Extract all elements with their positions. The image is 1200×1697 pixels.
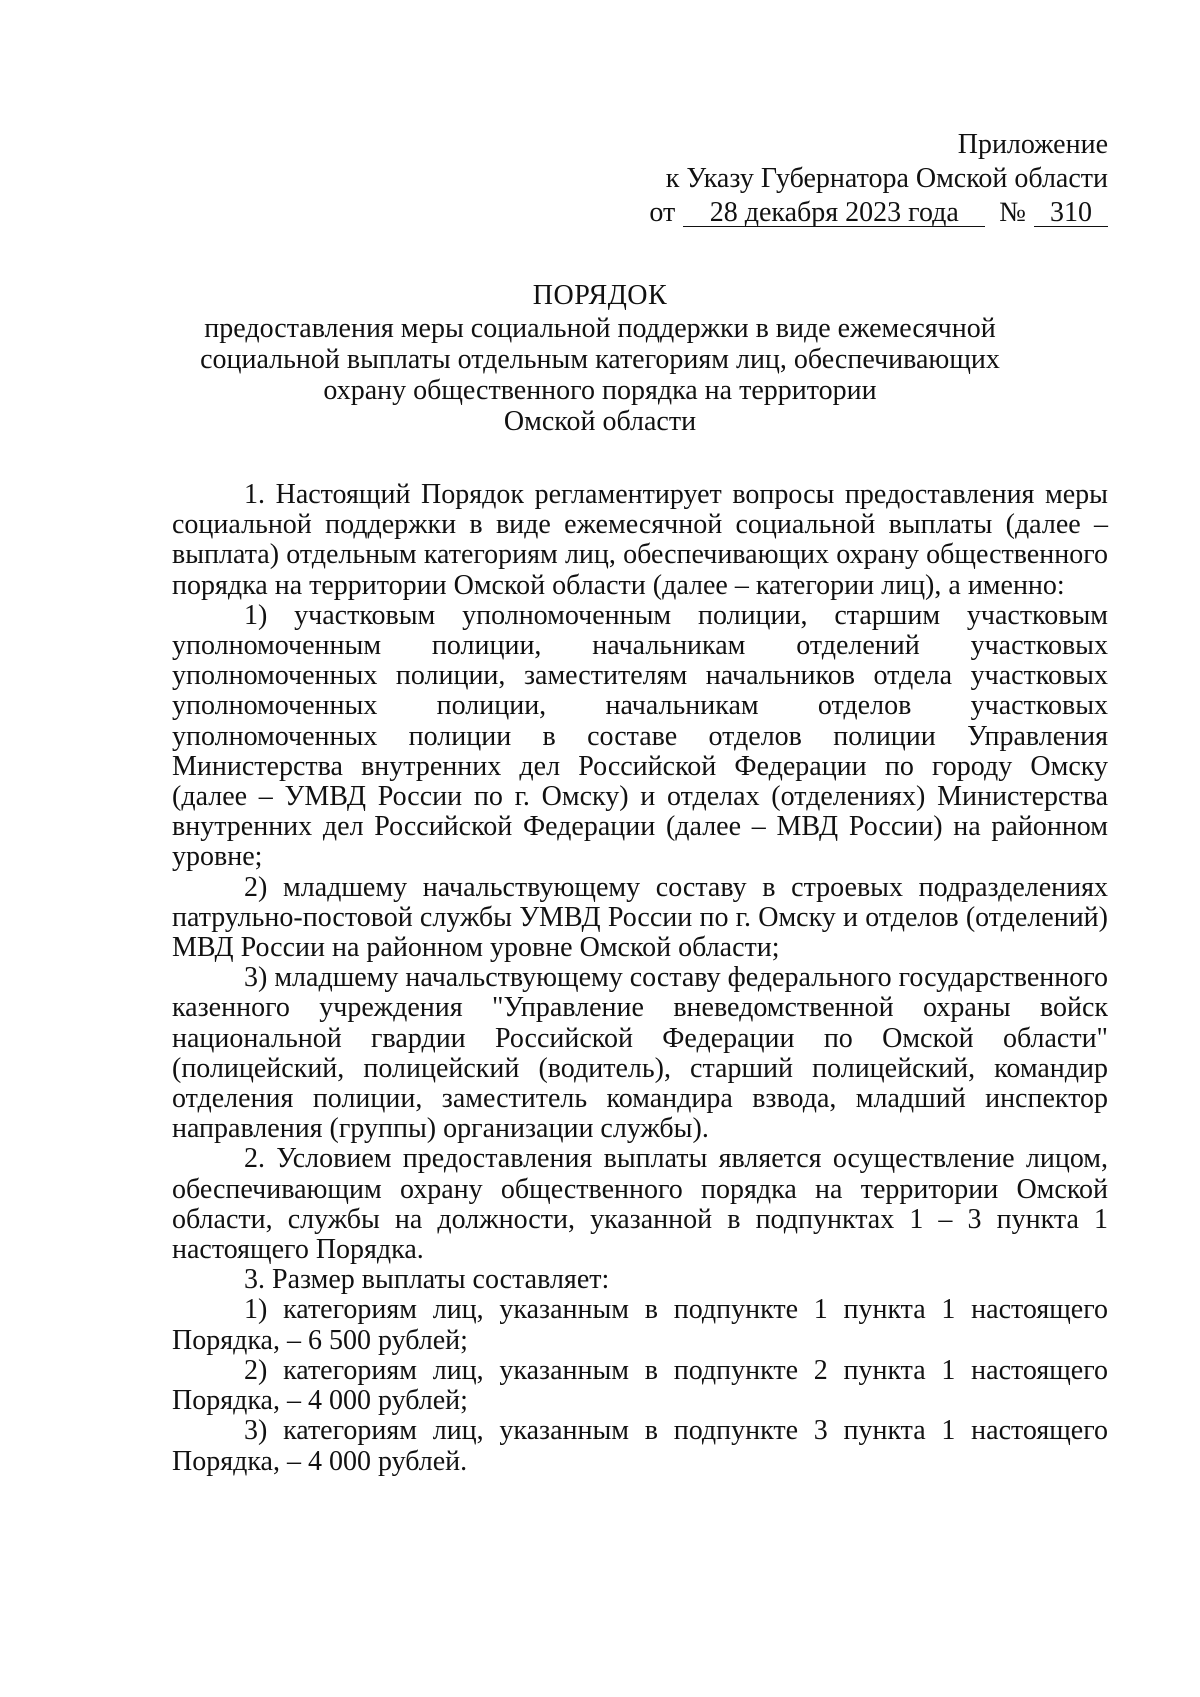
document-title-block [0,280,1200,437]
title-line: социальной выплаты отдельным категориям лиц, обеспечивающих [200,344,1000,375]
document-title: ПОРЯДОК [532,280,668,311]
number-sign: № [999,197,1026,228]
subparagraph-1-1: 1) участковым уполномоченным полиции, старшим участковым уполномоченным полиции, начальникам отделений участковых уполномоченных полиции, заместителям начальников отдела участковых уполномоченных полиции, начальникам отделов участковых уполномоченных полиции в составе отделов полиции Управления Министерства внутренних дел Российской Федерации по городу Омску (далее – УМВД России по г. Омску) и отделах (отделениях) Министерства внутренних дел Российской Федерации (далее – МВД России) на районном уровне; [172,599,1108,873]
annex-header [649,128,1108,230]
date-prefix: от [649,197,676,228]
paragraph-1: 1. Настоящий Порядок регламентирует вопросы предоставления меры социальной поддержки в виде ежемесячной социальной выплаты (далее – выплата) отдельным категориям лиц, обеспечивающих охрану общественного порядка на территории Омской области (далее – категории лиц), а именно: [172,479,1108,601]
paragraph-3: 3. Размер выплаты составляет: [244,1264,610,1296]
decree-number: 310 [1034,200,1108,227]
annex-title: Приложение [957,129,1108,160]
decree-date: 28 декабря 2023 года [683,200,985,227]
annex-reference: к Указу Губернатора Омской области [665,163,1108,194]
paragraph-2: 2. Условием предоставления выплаты является осуществление лицом, обеспечивающим охрану общественного порядка на территории Омской области, службы на должности, указанной в подпунктах 1 – 3 пункта 1 настоящего Порядка. [172,1143,1108,1266]
subparagraph-3-1: 1) категориям лиц, указанным в подпункте 1 пункта 1 настоящего Порядка, – 6 500 рублей; [172,1294,1108,1356]
subparagraph-1-3: 3) младшему начальствующему составу федерального государственного казенного учреждения "Управление вневедомственной охраны войск национальной гвардии Российской Федерации по Омской области" (полицейский, полицейский (водитель), старший полицейский, командир отделения полиции, заместитель командира взвода, младший инспектор направления (группы) организации службы). [172,962,1108,1145]
title-line: Омской области [503,406,697,437]
title-line: охрану общественного порядка на территории [323,375,877,406]
title-line: предоставления меры социальной поддержки в виде ежемесячной [204,313,996,344]
document-body [172,480,1108,1477]
annex-date-line [649,196,1108,230]
subparagraph-1-2: 2) младшему начальствующему составу в строевых подразделениях патрульно-постовой службы УМВД России по г. Омску и отделов (отделений) МВД России на районном уровне Омской области; [172,871,1108,964]
subparagraph-3-2: 2) категориям лиц, указанным в подпункте 2 пункта 1 настоящего Порядка, – 4 000 рублей; [172,1354,1108,1417]
subparagraph-3-3: 3) категориям лиц, указанным в подпункте 3 пункта 1 настоящего Порядка, – 4 000 рублей. [172,1415,1108,1477]
